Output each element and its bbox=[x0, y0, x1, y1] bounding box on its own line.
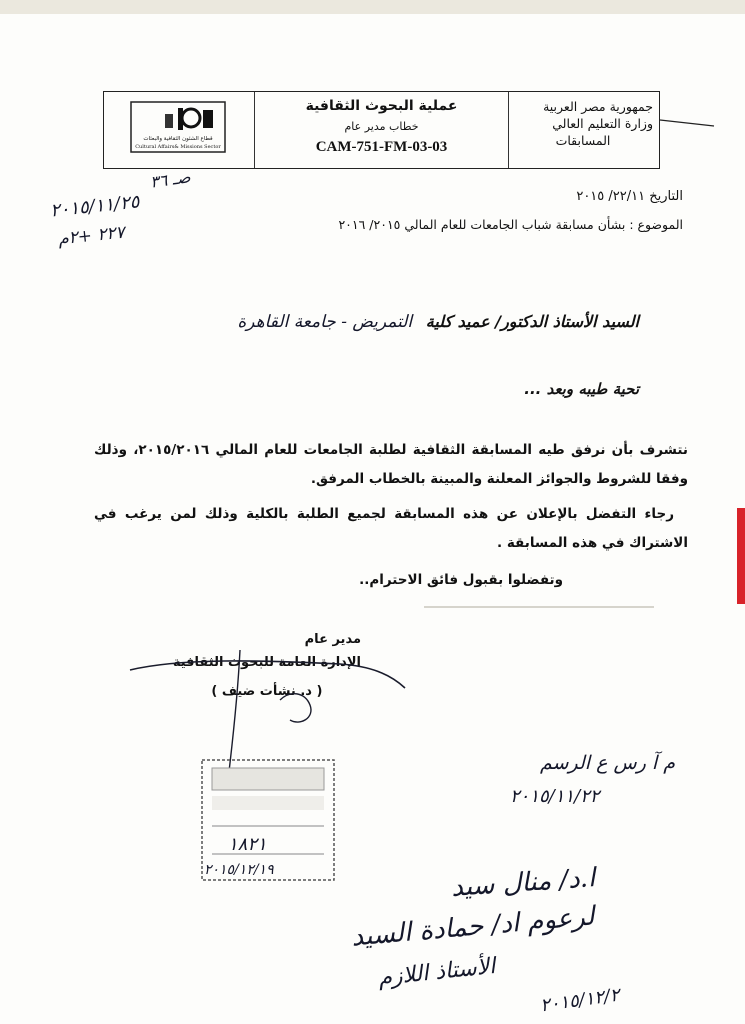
scan-top-edge bbox=[0, 0, 745, 14]
subject-line: الموضوع : بشأن مسابقة شباب الجامعات للعام المالي ٢٠١٥/ ٢٠١٦ bbox=[338, 217, 683, 232]
handwritten-bottom-3: الأستاذ اللازم bbox=[376, 953, 496, 992]
signature-title: مدير عام bbox=[304, 632, 361, 647]
date-line: التاريخ ٢٢/١١/ ٢٠١٥ bbox=[576, 189, 683, 204]
addressee-handwritten: التمريض - جامعة القاهرة bbox=[237, 312, 413, 332]
handwritten-date-top: ٢٠١٥/١١/٢٥ bbox=[49, 191, 141, 222]
paragraph-1: نتشرف بأن نرفق طيه المسابقة الثقافية لطلبة الجامعات للعام المالي ٢٠١٥/٢٠١٦، وذلك وفقا للشروط والجوائز المعلنة والمبينة بالخطاب المرفق. bbox=[94, 442, 688, 487]
handwritten-date-right: ٢٠١٥/١١/٢٢ bbox=[510, 786, 600, 807]
org-name: عملية البحوث الثقافية bbox=[305, 98, 458, 114]
ministry-line-2: وزارة التعليم العالي bbox=[552, 116, 653, 131]
handwritten-ref-1: صـ ٣٦ bbox=[148, 167, 192, 192]
handwritten-ref-2: ٢٢٧ +٢م bbox=[57, 222, 126, 250]
paragraph-2: رجاء التفضل بالإعلان عن هذه المسابقة لجميع الطلبة بالكلية وذلك لمن يرغب في الاشتراك في هذه المسابقة . bbox=[94, 506, 688, 551]
signature-department: الإدارة العامة للبحوث الثقافية bbox=[172, 655, 361, 670]
letterhead-box bbox=[103, 91, 660, 169]
ministry-line-3: المسابقات bbox=[555, 133, 611, 148]
ministry-cell bbox=[508, 92, 659, 168]
stamp-number: ١٨٢١ bbox=[228, 834, 267, 855]
ministry-line-1: جمهورية مصر العربية bbox=[543, 99, 653, 114]
logo-caption-ar: قطاع الشئون الثقافية والبعثات bbox=[143, 136, 213, 142]
stamp-date: ٢٠١٥/١٢/١٩ bbox=[204, 862, 274, 878]
form-code: CAM-751-FM-03-03 bbox=[315, 139, 448, 155]
handwritten-note-right: م آ رس ع الرسم bbox=[539, 752, 675, 774]
greeting: تحية طيبه وبعد ... bbox=[524, 380, 639, 398]
logo-caption-en: Cultural Affairs& Missions Sector bbox=[135, 144, 221, 150]
pointer-mark bbox=[658, 112, 718, 130]
sector-logo bbox=[128, 100, 228, 154]
handwritten-bottom-1: ا.د/ منال سيد bbox=[449, 863, 596, 903]
red-tab-edge bbox=[737, 508, 745, 604]
addressee-printed: السيد الأستاذ الدكتور/ عميد كلية bbox=[425, 312, 639, 331]
addressee-line bbox=[237, 312, 639, 332]
handwritten-bottom-2: لرعوم اد/ حمادة السيد bbox=[350, 901, 596, 953]
closing-line: وتفضلوا بقبول فائق الاحترام.. bbox=[359, 572, 563, 588]
form-type: خطاب مدير عام bbox=[344, 120, 419, 133]
ministry-lines bbox=[513, 98, 653, 149]
handwritten-bottom-date: ٢٠١٥/١٢/٢ bbox=[538, 984, 621, 1017]
signature-name: ( د. نشأت ضيف ) bbox=[211, 684, 323, 699]
org-title-cell bbox=[254, 98, 509, 156]
faint-rule bbox=[424, 606, 654, 608]
logo-cell bbox=[104, 92, 255, 168]
